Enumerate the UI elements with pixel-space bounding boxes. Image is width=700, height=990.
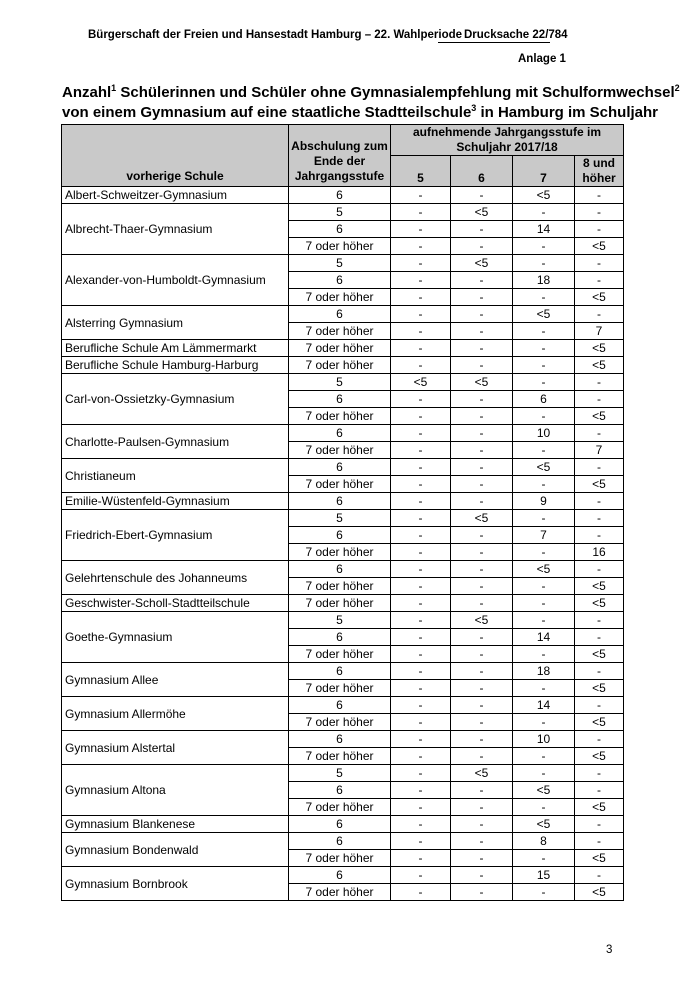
title-part: Schülerinnen und Schüler ohne Gymnasialempfehlung mit Schulformwechsel [116, 84, 675, 101]
col-8-cell: - [575, 629, 624, 646]
table-row [62, 204, 624, 221]
col-8-cell: - [575, 612, 624, 629]
col-6-cell: - [451, 748, 513, 765]
table-row [62, 255, 624, 272]
col-5-cell: - [391, 765, 451, 782]
abschulung-cell: 7 oder höher [289, 442, 391, 459]
col-6-cell: - [451, 442, 513, 459]
col-8-cell: - [575, 816, 624, 833]
school-name-cell: Geschwister-Scholl-Stadtteilschule [62, 595, 289, 612]
col-7-cell: - [513, 289, 575, 306]
school-name-cell: Albert-Schweitzer-Gymnasium [62, 187, 289, 204]
abschulung-cell: 6 [289, 782, 391, 799]
col-5-cell: - [391, 238, 451, 255]
col-5-cell: - [391, 561, 451, 578]
col-6-cell: - [451, 833, 513, 850]
col-8-cell: <5 [575, 799, 624, 816]
col-5-cell: - [391, 272, 451, 289]
col-8-cell: <5 [575, 476, 624, 493]
col-6-cell: - [451, 578, 513, 595]
col-7-cell: - [513, 850, 575, 867]
abschulung-cell: 7 oder höher [289, 323, 391, 340]
school-name-cell: Alsterring Gymnasium [62, 306, 289, 340]
col-5-cell: - [391, 680, 451, 697]
school-name-cell: Gymnasium Bornbrook [62, 867, 289, 901]
col-8-cell: - [575, 510, 624, 527]
header-divider [438, 42, 550, 43]
col-7-cell: - [513, 884, 575, 901]
col-6-cell: - [451, 238, 513, 255]
abschulung-cell: 6 [289, 425, 391, 442]
col-5-cell: - [391, 357, 451, 374]
col-7-cell: - [513, 544, 575, 561]
col-6-cell: <5 [451, 765, 513, 782]
table-row [62, 833, 624, 850]
col-6-cell: - [451, 629, 513, 646]
col-6-cell: - [451, 527, 513, 544]
title-part: von einem Gymnasium auf eine staatliche Stadtteilschule [62, 104, 472, 121]
table-row [62, 425, 624, 442]
col-5-cell: - [391, 527, 451, 544]
col-6-cell: - [451, 714, 513, 731]
table-row [62, 663, 624, 680]
header-group: aufnehmende Jahrgangsstufe im Schuljahr 2017/18 [391, 125, 624, 156]
col-7-cell: 6 [513, 391, 575, 408]
col-6-cell: <5 [451, 204, 513, 221]
col-6-cell: - [451, 459, 513, 476]
col-6-cell: - [451, 867, 513, 884]
col-5-cell: - [391, 833, 451, 850]
col-7-cell: <5 [513, 782, 575, 799]
col-8-cell: - [575, 391, 624, 408]
col-8-cell: <5 [575, 340, 624, 357]
abschulung-cell: 6 [289, 816, 391, 833]
col-5-cell: - [391, 782, 451, 799]
col-5-cell: - [391, 663, 451, 680]
col-8-cell: - [575, 272, 624, 289]
col-6-cell: - [451, 544, 513, 561]
table-row [62, 697, 624, 714]
abschulung-cell: 6 [289, 833, 391, 850]
table-row [62, 459, 624, 476]
abschulung-cell: 6 [289, 187, 391, 204]
col-5-cell: - [391, 612, 451, 629]
table-row [62, 731, 624, 748]
abschulung-cell: 6 [289, 663, 391, 680]
col-5-cell: <5 [391, 374, 451, 391]
abschulung-cell: 5 [289, 765, 391, 782]
col-8-cell: - [575, 187, 624, 204]
school-name-cell: Friedrich-Ebert-Gymnasium [62, 510, 289, 561]
table-row [62, 493, 624, 510]
col-5-cell: - [391, 493, 451, 510]
col-7-cell: - [513, 323, 575, 340]
col-8-cell: - [575, 765, 624, 782]
col-8-cell: <5 [575, 238, 624, 255]
col-5-cell: - [391, 306, 451, 323]
col-7-cell: - [513, 340, 575, 357]
col-6-cell: - [451, 391, 513, 408]
school-name-cell: Berufliche Schule Am Lämmermarkt [62, 340, 289, 357]
col-8-cell: 7 [575, 442, 624, 459]
col-8-cell: - [575, 493, 624, 510]
col-6-cell: - [451, 884, 513, 901]
abschulung-cell: 6 [289, 391, 391, 408]
abschulung-cell: 7 oder höher [289, 408, 391, 425]
col-5-cell: - [391, 391, 451, 408]
col-7-cell: 9 [513, 493, 575, 510]
col-8-cell: <5 [575, 646, 624, 663]
col-8-cell: <5 [575, 595, 624, 612]
table-row [62, 595, 624, 612]
col-6-cell: - [451, 306, 513, 323]
col-5-cell: - [391, 578, 451, 595]
col-5-cell: - [391, 748, 451, 765]
footnote-ref: 2 [674, 83, 680, 93]
col-7-cell: <5 [513, 306, 575, 323]
table-row [62, 765, 624, 782]
col-7-cell: - [513, 510, 575, 527]
col-8-cell: - [575, 425, 624, 442]
school-name-cell: Albrecht-Thaer-Gymnasium [62, 204, 289, 255]
table-row [62, 867, 624, 884]
col-7-cell: - [513, 748, 575, 765]
col-8-cell: - [575, 663, 624, 680]
school-name-cell: Gymnasium Altona [62, 765, 289, 816]
col-7-cell: 7 [513, 527, 575, 544]
col-5-cell: - [391, 816, 451, 833]
table-row [62, 374, 624, 391]
abschulung-cell: 7 oder höher [289, 799, 391, 816]
col-7-cell: 18 [513, 272, 575, 289]
abschulung-cell: 6 [289, 731, 391, 748]
col-7-cell: - [513, 408, 575, 425]
abschulung-cell: 5 [289, 255, 391, 272]
abschulung-cell: 6 [289, 867, 391, 884]
col-6-cell: - [451, 646, 513, 663]
col-5-cell: - [391, 867, 451, 884]
data-table [61, 124, 624, 901]
col-6-cell: - [451, 731, 513, 748]
col-6-cell: <5 [451, 510, 513, 527]
col-7-cell: - [513, 595, 575, 612]
title-part: Anzahl [62, 84, 112, 101]
col-7-cell: - [513, 646, 575, 663]
abschulung-cell: 7 oder höher [289, 850, 391, 867]
col-8-cell: - [575, 867, 624, 884]
page-number: 3 [606, 944, 613, 956]
col-5-cell: - [391, 850, 451, 867]
col-8-cell: <5 [575, 680, 624, 697]
abschulung-cell: 7 oder höher [289, 289, 391, 306]
col-6-cell: - [451, 493, 513, 510]
school-name-cell: Gymnasium Bondenwald [62, 833, 289, 867]
col-7-cell: 15 [513, 867, 575, 884]
col-6-cell: <5 [451, 374, 513, 391]
col-6-cell: - [451, 289, 513, 306]
header-col-7: 7 [513, 156, 575, 187]
col-6-cell: - [451, 850, 513, 867]
col-7-cell: 14 [513, 697, 575, 714]
col-6-cell: <5 [451, 612, 513, 629]
col-6-cell: - [451, 476, 513, 493]
col-6-cell: - [451, 272, 513, 289]
col-7-cell: - [513, 204, 575, 221]
abschulung-cell: 6 [289, 629, 391, 646]
abschulung-cell: 6 [289, 306, 391, 323]
col-7-cell: - [513, 612, 575, 629]
table-row [62, 340, 624, 357]
table-row [62, 306, 624, 323]
col-7-cell: 14 [513, 629, 575, 646]
abschulung-cell: 7 oder höher [289, 476, 391, 493]
col-5-cell: - [391, 544, 451, 561]
school-name-cell: Gymnasium Blankenese [62, 816, 289, 833]
school-name-cell: Charlotte-Paulsen-Gymnasium [62, 425, 289, 459]
col-7-cell: - [513, 238, 575, 255]
table-row [62, 561, 624, 578]
abschulung-cell: 7 oder höher [289, 340, 391, 357]
col-8-cell: <5 [575, 357, 624, 374]
col-8-cell: <5 [575, 748, 624, 765]
col-8-cell: 16 [575, 544, 624, 561]
col-6-cell: - [451, 595, 513, 612]
col-8-cell: - [575, 255, 624, 272]
abschulung-cell: 7 oder höher [289, 357, 391, 374]
table-row [62, 510, 624, 527]
abschulung-cell: 7 oder höher [289, 238, 391, 255]
col-8-cell: - [575, 459, 624, 476]
header-right: Drucksache 22/784 [464, 29, 568, 41]
abschulung-cell: 7 oder höher [289, 680, 391, 697]
col-8-cell: - [575, 374, 624, 391]
col-8-cell: <5 [575, 408, 624, 425]
school-name-cell: Gymnasium Alstertal [62, 731, 289, 765]
col-8-cell: - [575, 221, 624, 238]
col-8-cell: - [575, 697, 624, 714]
col-7-cell: - [513, 578, 575, 595]
col-6-cell: - [451, 697, 513, 714]
table-row [62, 816, 624, 833]
col-7-cell: - [513, 374, 575, 391]
header-col-6: 6 [451, 156, 513, 187]
col-5-cell: - [391, 629, 451, 646]
col-8-cell: - [575, 306, 624, 323]
table-row [62, 187, 624, 204]
col-6-cell: - [451, 221, 513, 238]
col-6-cell: - [451, 816, 513, 833]
col-7-cell: <5 [513, 187, 575, 204]
col-7-cell: 14 [513, 221, 575, 238]
col-8-cell: - [575, 204, 624, 221]
abschulung-cell: 6 [289, 459, 391, 476]
abschulung-cell: 7 oder höher [289, 714, 391, 731]
col-7-cell: 18 [513, 663, 575, 680]
abschulung-cell: 6 [289, 272, 391, 289]
col-7-cell: <5 [513, 459, 575, 476]
abschulung-cell: 5 [289, 612, 391, 629]
col-6-cell: - [451, 357, 513, 374]
header-col-5: 5 [391, 156, 451, 187]
col-7-cell: <5 [513, 816, 575, 833]
col-6-cell: - [451, 408, 513, 425]
header-col-8: 8 und höher [575, 156, 624, 187]
col-5-cell: - [391, 408, 451, 425]
col-8-cell: <5 [575, 289, 624, 306]
col-5-cell: - [391, 221, 451, 238]
col-5-cell: - [391, 799, 451, 816]
header-abschulung: Abschulung zum Ende der Jahrgangsstufe [289, 125, 391, 187]
col-8-cell: 7 [575, 323, 624, 340]
col-7-cell: - [513, 476, 575, 493]
abschulung-cell: 7 oder höher [289, 578, 391, 595]
col-5-cell: - [391, 255, 451, 272]
abschulung-cell: 5 [289, 374, 391, 391]
col-5-cell: - [391, 646, 451, 663]
school-name-cell: Gymnasium Allermöhe [62, 697, 289, 731]
table-row [62, 612, 624, 629]
col-6-cell: - [451, 561, 513, 578]
col-6-cell: - [451, 663, 513, 680]
col-5-cell: - [391, 442, 451, 459]
col-6-cell: - [451, 187, 513, 204]
table-body [62, 187, 624, 901]
col-5-cell: - [391, 714, 451, 731]
title-part: in Hamburg im Schuljahr [480, 104, 659, 121]
col-5-cell: - [391, 187, 451, 204]
col-7-cell: - [513, 357, 575, 374]
abschulung-cell: 7 oder höher [289, 748, 391, 765]
header-left: Bürgerschaft der Freien und Hansestadt Hamburg – 22. Wahlperiode [88, 29, 463, 41]
col-6-cell: - [451, 680, 513, 697]
col-7-cell: - [513, 255, 575, 272]
col-5-cell: - [391, 323, 451, 340]
school-name-cell: Gelehrtenschule des Johanneums [62, 561, 289, 595]
col-5-cell: - [391, 204, 451, 221]
col-8-cell: - [575, 731, 624, 748]
col-5-cell: - [391, 425, 451, 442]
col-7-cell: 10 [513, 425, 575, 442]
footnote-ref: 3 [471, 103, 477, 113]
col-5-cell: - [391, 476, 451, 493]
col-8-cell: <5 [575, 714, 624, 731]
col-7-cell: 8 [513, 833, 575, 850]
col-6-cell: - [451, 340, 513, 357]
col-6-cell: - [451, 782, 513, 799]
col-7-cell: - [513, 714, 575, 731]
school-name-cell: Goethe-Gymnasium [62, 612, 289, 663]
col-7-cell: <5 [513, 561, 575, 578]
col-7-cell: - [513, 442, 575, 459]
abschulung-cell: 6 [289, 561, 391, 578]
col-8-cell: <5 [575, 884, 624, 901]
col-5-cell: - [391, 459, 451, 476]
school-name-cell: Christianeum [62, 459, 289, 493]
school-name-cell: Berufliche Schule Hamburg-Harburg [62, 357, 289, 374]
abschulung-cell: 6 [289, 493, 391, 510]
col-6-cell: - [451, 323, 513, 340]
col-7-cell: - [513, 799, 575, 816]
school-name-cell: Emilie-Wüstenfeld-Gymnasium [62, 493, 289, 510]
school-name-cell: Gymnasium Allee [62, 663, 289, 697]
footnote-ref: 1 [111, 83, 117, 93]
school-name-cell: Carl-von-Ossietzky-Gymnasium [62, 374, 289, 425]
school-name-cell: Alexander-von-Humboldt-Gymnasium [62, 255, 289, 306]
abschulung-cell: 6 [289, 697, 391, 714]
col-7-cell: - [513, 765, 575, 782]
col-8-cell: - [575, 782, 624, 799]
table-row [62, 357, 624, 374]
col-5-cell: - [391, 697, 451, 714]
col-8-cell: - [575, 527, 624, 544]
anlage-label: Anlage 1 [518, 53, 566, 65]
col-8-cell: <5 [575, 578, 624, 595]
col-8-cell: <5 [575, 850, 624, 867]
abschulung-cell: 5 [289, 510, 391, 527]
col-5-cell: - [391, 510, 451, 527]
abschulung-cell: 7 oder höher [289, 884, 391, 901]
col-8-cell: - [575, 833, 624, 850]
col-5-cell: - [391, 884, 451, 901]
col-5-cell: - [391, 340, 451, 357]
col-6-cell: - [451, 425, 513, 442]
abschulung-cell: 6 [289, 527, 391, 544]
col-7-cell: - [513, 680, 575, 697]
col-8-cell: - [575, 561, 624, 578]
col-6-cell: - [451, 799, 513, 816]
abschulung-cell: 7 oder höher [289, 595, 391, 612]
header-school: vorherige Schule [62, 125, 289, 187]
col-5-cell: - [391, 731, 451, 748]
col-5-cell: - [391, 289, 451, 306]
abschulung-cell: 5 [289, 204, 391, 221]
abschulung-cell: 6 [289, 221, 391, 238]
col-5-cell: - [391, 595, 451, 612]
abschulung-cell: 7 oder höher [289, 544, 391, 561]
col-7-cell: 10 [513, 731, 575, 748]
col-6-cell: <5 [451, 255, 513, 272]
abschulung-cell: 7 oder höher [289, 646, 391, 663]
